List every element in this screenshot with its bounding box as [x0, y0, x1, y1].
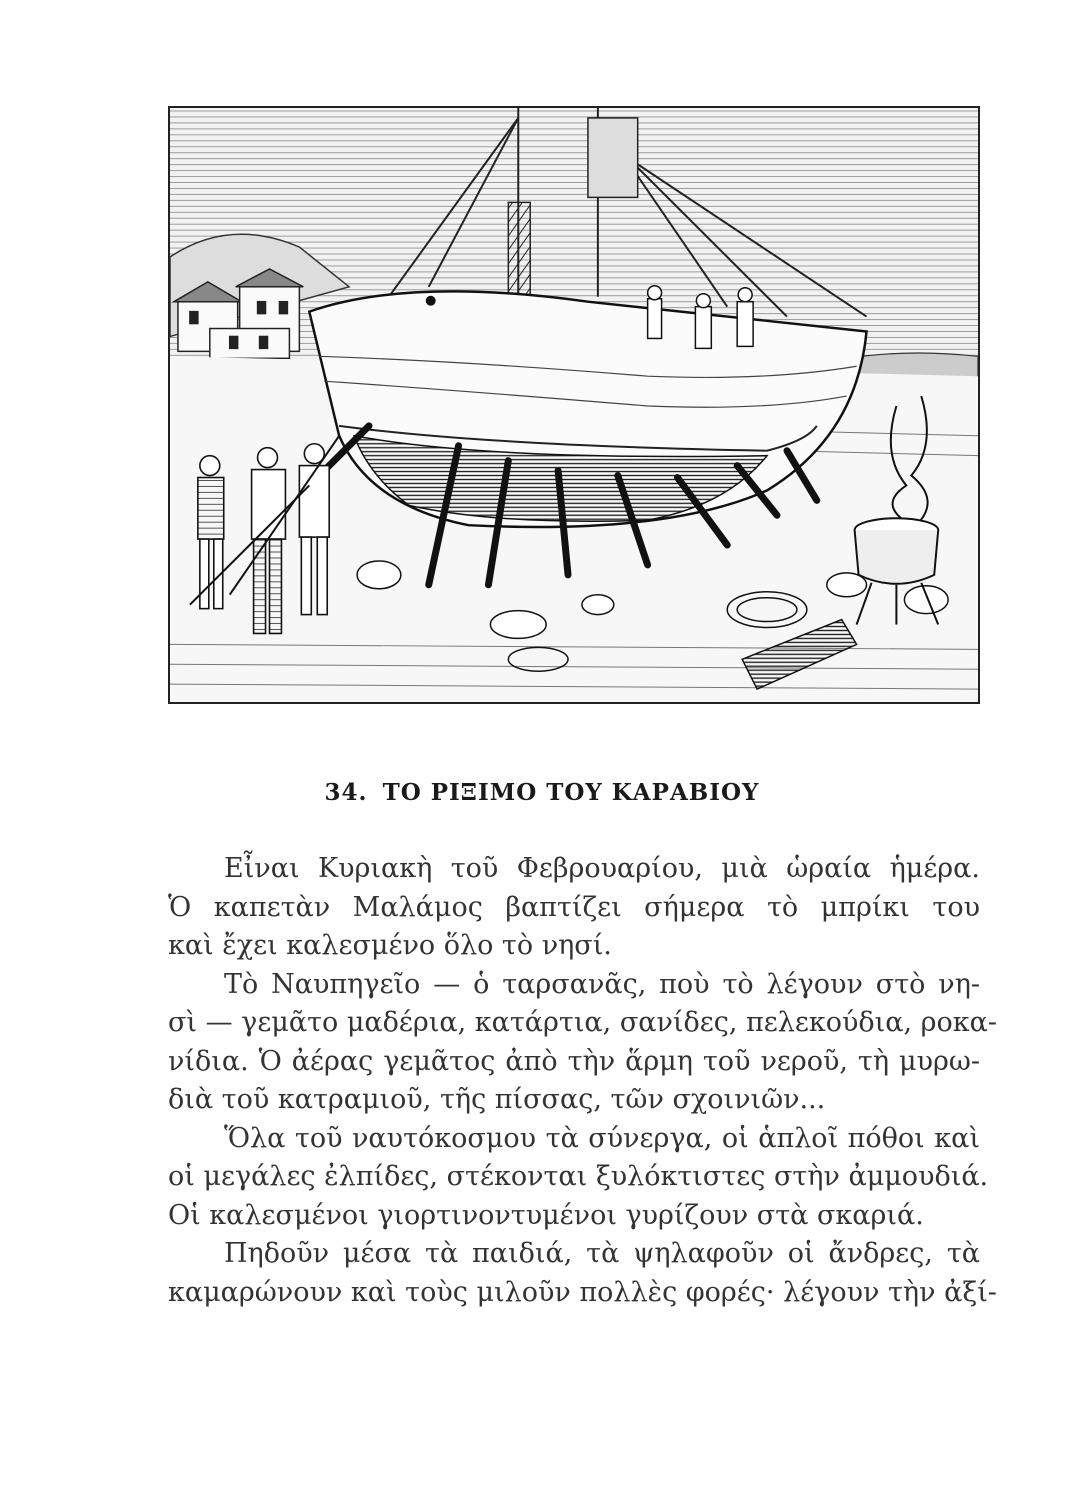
text-line: Ὁ καπετὰν Μαλάμος βαπτίζει σήμερα τὸ μπρίκι του	[168, 891, 980, 923]
text-line: καμαρώνουν καὶ τοὺς μιλοῦν πολλὲς φορές· λέγουν τὴν ἀξί-	[168, 1276, 997, 1308]
ship-on-slipway-image	[170, 108, 978, 702]
text-line: νίδια. Ὁ ἀέρας γεμᾶτος ἀπὸ τὴν ἅρμη τοῦ νεροῦ, τὴ μυρω-	[168, 1045, 980, 1077]
text-line: Οἱ καλεσμένοι γιορτινοντυμένοι γυρίζουν στὰ σκαριά.	[168, 1199, 924, 1231]
text-line: Ὅλα τοῦ ναυτόκοσμου τὰ σύνεργα, οἱ ἁπλοῖ πόθοι καὶ	[224, 1122, 980, 1154]
text-line: Πηδοῦν μέσα τὰ παιδιά, τὰ ψηλαφοῦν οἱ ἄνδρες, τὰ	[224, 1238, 980, 1269]
text-line: Εἶναι Κυριακὴ τοῦ Φεβρουαρίου, μιὰ ὡραία ἡμέρα.	[224, 853, 980, 884]
text-line: σὶ — γεμᾶτο μαδέρια, κατάρτια, σανίδες, πελεκούδια, ροκα-	[168, 1007, 997, 1038]
text-line: καὶ ἔχει καλεσμένο ὅλο τὸ νησί.	[168, 930, 612, 961]
text-line: Τὸ Ναυπηγεῖο — ὁ ταρσανᾶς, ποὺ τὸ λέγουν στὸ νη-	[224, 968, 980, 1000]
chapter-heading	[0, 779, 1084, 806]
chapter-number: 34.	[324, 779, 368, 806]
chapter-body	[168, 850, 997, 1312]
text-line: διὰ τοῦ κατραμιοῦ, τῆς πίσσας, τῶν σχοινιῶν...	[168, 1084, 826, 1115]
text-line: οἱ μεγάλες ἐλπίδες, στέκονται ξυλόκτιστες στὴν ἀμμουδιά.	[168, 1161, 989, 1192]
chapter-title: ΤΟ ΡΙΞΙΜΟ ΤΟΥ ΚΑΡΑΒΙΟΥ	[382, 779, 760, 806]
ship-illustration	[168, 106, 980, 704]
